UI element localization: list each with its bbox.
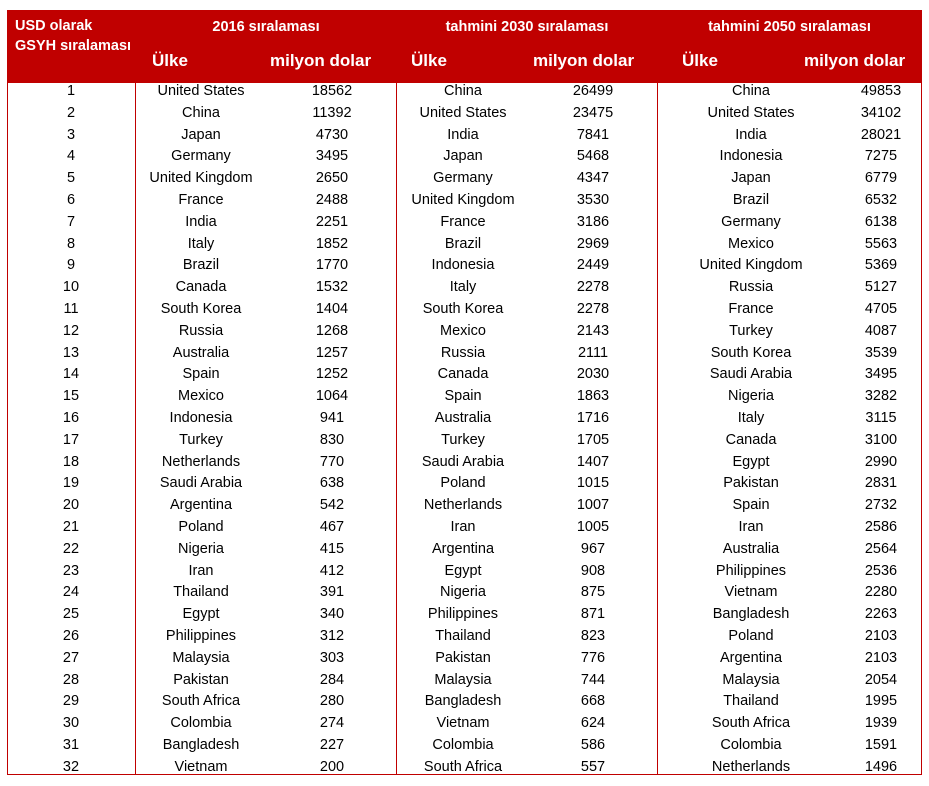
header-group-2030 [397, 11, 657, 83]
value-cell-2016: 2650 [315, 170, 349, 187]
value-cell-2050: 2586 [864, 519, 898, 535]
value-header-2030: milyon dolar [533, 51, 635, 70]
rank-cell: 12 [62, 322, 80, 339]
value-cell-2050: 5127 [864, 279, 898, 296]
rank-cell: 16 [62, 410, 80, 426]
country-cell-2050: Iran [738, 519, 764, 535]
value-cell-2030: 668 [580, 693, 606, 710]
country-cell-2016: Turkey [179, 431, 223, 448]
value-cell-2016: 391 [319, 584, 345, 601]
value-cell-2030: 776 [580, 649, 606, 666]
country-cell-2030: Indonesia [431, 257, 495, 274]
value-cell-2030: 557 [580, 758, 606, 775]
value-cell-2030: 967 [580, 540, 606, 557]
value-cell-2030: 823 [580, 628, 606, 644]
country-cell-2030: France [440, 213, 486, 230]
value-cell-2030: 2143 [576, 322, 610, 339]
rank-cell: 4 [66, 148, 76, 165]
value-cell-2050: 2536 [864, 562, 898, 579]
column-divider [657, 11, 658, 774]
rank-cell: 17 [62, 431, 80, 448]
country-header-2030: Ülke [411, 51, 447, 70]
value-cell-2030: 1863 [576, 388, 610, 405]
country-cell-2050: Russia [728, 279, 774, 296]
value-cell-2050: 6532 [864, 192, 898, 208]
country-cell-2016: South Africa [161, 693, 241, 710]
rank-cell: 19 [62, 475, 80, 492]
value-cell-2016: 200 [319, 758, 345, 775]
value-cell-2016: 2488 [315, 192, 349, 208]
rank-cell: 15 [62, 388, 80, 405]
country-cell-2030: Malaysia [434, 671, 492, 688]
value-cell-2050: 2263 [864, 606, 898, 623]
value-cell-2016: 1268 [315, 322, 349, 339]
value-cell-2030: 2969 [576, 235, 610, 252]
value-cell-2050: 7275 [864, 148, 898, 165]
value-cell-2050: 1995 [864, 693, 898, 710]
country-cell-2030: Japan [443, 148, 483, 165]
gdp-ranking-table [7, 10, 922, 775]
value-cell-2050: 2990 [864, 453, 898, 470]
country-cell-2016: Egypt [182, 606, 220, 623]
value-cell-2030: 1705 [576, 431, 610, 448]
country-cell-2030: India [447, 126, 479, 143]
country-cell-2016: Canada [175, 279, 227, 296]
country-cell-2030: United States [419, 104, 507, 121]
country-cell-2050: United Kingdom [699, 257, 803, 274]
rank-cell: 6 [66, 192, 76, 208]
country-cell-2016: South Korea [160, 301, 242, 317]
value-cell-2050: 28021 [860, 126, 902, 143]
rank-cell: 14 [62, 366, 80, 383]
country-cell-2050: Australia [722, 540, 780, 557]
country-cell-2030: Iran [450, 519, 476, 535]
value-cell-2016: 1852 [315, 235, 349, 252]
rank-column-header: USD olarak GSYH sıralaması [15, 18, 132, 54]
value-cell-2050: 3495 [864, 366, 898, 383]
value-cell-2030: 3530 [576, 192, 610, 208]
country-cell-2050: Vietnam [724, 584, 778, 601]
country-cell-2050: South Korea [710, 344, 792, 361]
country-cell-2050: Colombia [720, 737, 782, 753]
value-cell-2030: 2449 [576, 257, 610, 274]
value-cell-2030: 908 [580, 562, 606, 579]
country-cell-2030: Saudi Arabia [421, 453, 505, 470]
value-cell-2016: 830 [319, 431, 345, 448]
country-cell-2050: Netherlands [711, 758, 791, 775]
country-cell-2030: China [444, 83, 482, 99]
value-cell-2030: 4347 [576, 170, 610, 187]
country-cell-2016: Russia [178, 322, 224, 339]
value-cell-2030: 1015 [576, 475, 610, 492]
value-cell-2050: 4705 [864, 301, 898, 317]
rank-cell: 22 [62, 540, 80, 557]
country-cell-2016: France [178, 192, 224, 208]
value-cell-2050: 1591 [864, 737, 898, 753]
country-cell-2030: South Africa [423, 758, 503, 775]
value-cell-2050: 5563 [864, 235, 898, 252]
value-cell-2030: 7841 [576, 126, 610, 143]
value-cell-2016: 340 [319, 606, 345, 623]
value-cell-2050: 2103 [864, 649, 898, 666]
country-cell-2030: South Korea [422, 301, 504, 317]
country-cell-2030: United Kingdom [411, 192, 515, 208]
value-cell-2050: 3282 [864, 388, 898, 405]
value-cell-2030: 1005 [576, 519, 610, 535]
value-cell-2030: 586 [580, 737, 606, 753]
value-cell-2030: 624 [580, 715, 606, 732]
country-cell-2030: Netherlands [423, 497, 503, 514]
country-cell-2016: Germany [171, 148, 231, 165]
rank-cell: 23 [62, 562, 80, 579]
value-cell-2016: 941 [319, 410, 345, 426]
rank-cell: 32 [62, 758, 80, 775]
country-cell-2050: India [735, 126, 767, 143]
value-cell-2016: 1770 [315, 257, 349, 274]
country-cell-2016: Spain [182, 366, 220, 383]
country-cell-2016: Thailand [173, 584, 229, 601]
value-cell-2030: 3186 [576, 213, 610, 230]
country-cell-2030: Germany [433, 170, 493, 187]
value-cell-2030: 2030 [576, 366, 610, 383]
value-cell-2016: 1404 [315, 301, 349, 317]
country-cell-2016: Brazil [182, 257, 220, 274]
value-cell-2030: 23475 [572, 104, 614, 121]
value-cell-2050: 2103 [864, 628, 898, 644]
header-rank-cell [8, 11, 135, 83]
country-cell-2016: Saudi Arabia [159, 475, 243, 492]
country-cell-2030: Poland [440, 475, 486, 492]
value-cell-2016: 467 [319, 519, 345, 535]
country-cell-2016: Iran [188, 562, 214, 579]
rank-cell: 26 [62, 628, 80, 644]
country-cell-2030: Vietnam [436, 715, 490, 732]
country-cell-2050: South Africa [711, 715, 791, 732]
country-cell-2030: Thailand [435, 628, 491, 644]
country-cell-2050: Egypt [732, 453, 770, 470]
rank-cell: 21 [62, 519, 80, 535]
country-cell-2050: Brazil [732, 192, 770, 208]
value-cell-2016: 1064 [315, 388, 349, 405]
country-cell-2030: Turkey [441, 431, 485, 448]
value-cell-2050: 2564 [864, 540, 898, 557]
group-title-2030: tahmini 2030 sıralaması [445, 19, 609, 35]
value-cell-2050: 2732 [864, 497, 898, 514]
rank-cell: 31 [62, 737, 80, 753]
rank-cell: 1 [66, 83, 76, 99]
value-cell-2016: 415 [319, 540, 345, 557]
country-cell-2030: Nigeria [440, 584, 486, 601]
country-cell-2016: United Kingdom [149, 170, 253, 187]
country-cell-2030: Italy [449, 279, 477, 296]
value-header-2016: milyon dolar [270, 51, 372, 70]
country-cell-2016: Argentina [169, 497, 233, 514]
country-cell-2016: Italy [187, 235, 215, 252]
country-cell-2050: Canada [725, 431, 777, 448]
value-cell-2016: 312 [319, 628, 345, 644]
country-cell-2050: Poland [728, 628, 774, 644]
country-cell-2050: Turkey [729, 322, 773, 339]
rank-cell: 28 [62, 671, 80, 688]
country-cell-2050: Indonesia [719, 148, 783, 165]
country-cell-2016: Nigeria [178, 540, 224, 557]
group-title-2050: tahmini 2050 sıralaması [708, 19, 871, 35]
rank-cell: 27 [62, 649, 80, 666]
value-cell-2016: 274 [319, 715, 345, 732]
country-cell-2016: Bangladesh [162, 737, 240, 753]
country-cell-2050: China [732, 83, 770, 99]
country-header-2016: Ülke [152, 51, 188, 70]
rank-cell: 20 [62, 497, 80, 514]
value-cell-2016: 280 [319, 693, 345, 710]
rank-cell: 11 [63, 301, 79, 317]
country-header-2050: Ülke [682, 51, 718, 70]
value-cell-2016: 1252 [315, 366, 349, 383]
country-cell-2016: Vietnam [174, 758, 228, 775]
country-cell-2030: Colombia [432, 737, 494, 753]
country-cell-2016: Philippines [165, 628, 237, 644]
value-cell-2030: 26499 [572, 83, 614, 99]
value-cell-2050: 6138 [864, 213, 898, 230]
value-cell-2016: 1257 [315, 344, 349, 361]
value-cell-2050: 3539 [864, 344, 898, 361]
value-cell-2050: 3100 [864, 431, 898, 448]
country-cell-2016: Poland [178, 519, 224, 535]
country-cell-2050: Bangladesh [712, 606, 790, 623]
rank-cell: 29 [62, 693, 80, 710]
country-cell-2050: Spain [732, 497, 770, 514]
country-cell-2016: China [182, 104, 220, 121]
value-cell-2050: 4087 [864, 322, 898, 339]
country-cell-2050: Saudi Arabia [709, 366, 793, 383]
rank-cell: 3 [66, 126, 76, 143]
value-cell-2016: 303 [319, 649, 345, 666]
country-cell-2030: Pakistan [435, 649, 491, 666]
value-cell-2050: 1496 [864, 758, 898, 775]
value-cell-2030: 871 [580, 606, 606, 623]
value-cell-2016: 4730 [315, 126, 349, 143]
value-cell-2016: 770 [319, 453, 345, 470]
value-cell-2050: 3115 [865, 410, 897, 426]
rank-cell: 30 [62, 715, 80, 732]
value-cell-2016: 1532 [315, 279, 349, 296]
value-cell-2050: 1939 [864, 715, 898, 732]
value-cell-2016: 11392 [312, 104, 352, 121]
rank-cell: 25 [62, 606, 80, 623]
value-cell-2050: 34102 [860, 104, 902, 121]
country-cell-2050: Mexico [728, 235, 774, 252]
rank-cell: 2 [66, 104, 76, 121]
country-cell-2016: United States [157, 83, 245, 99]
country-cell-2016: India [185, 213, 217, 230]
value-cell-2016: 2251 [315, 213, 349, 230]
country-cell-2050: Philippines [715, 562, 787, 579]
country-cell-2030: Russia [440, 344, 486, 361]
value-cell-2030: 744 [580, 671, 606, 688]
value-cell-2030: 2278 [576, 301, 610, 317]
value-cell-2016: 3495 [315, 148, 349, 165]
value-cell-2030: 1007 [576, 497, 610, 514]
country-cell-2050: Germany [721, 213, 781, 230]
country-cell-2030: Egypt [444, 562, 482, 579]
country-cell-2050: Malaysia [722, 671, 780, 688]
rank-cell: 7 [66, 213, 76, 230]
value-cell-2016: 542 [319, 497, 345, 514]
country-cell-2050: United States [707, 104, 795, 121]
country-cell-2030: Australia [434, 410, 492, 426]
country-cell-2030: Canada [437, 366, 489, 383]
value-cell-2050: 5369 [864, 257, 898, 274]
country-cell-2030: Brazil [444, 235, 482, 252]
country-cell-2050: France [728, 301, 774, 317]
value-header-2050: milyon dolar [804, 51, 906, 70]
country-cell-2016: Indonesia [169, 410, 233, 426]
country-cell-2050: Italy [737, 410, 765, 426]
country-cell-2050: Pakistan [723, 475, 779, 492]
country-cell-2050: Nigeria [728, 388, 774, 405]
country-cell-2016: Australia [172, 344, 230, 361]
header-group-2016 [136, 11, 396, 83]
value-cell-2030: 2111 [577, 344, 609, 361]
country-cell-2016: Colombia [170, 715, 232, 732]
country-cell-2016: Pakistan [173, 671, 229, 688]
value-cell-2030: 5468 [576, 148, 610, 165]
rank-cell: 13 [62, 344, 80, 361]
value-cell-2050: 2831 [864, 475, 898, 492]
value-cell-2050: 6779 [864, 170, 898, 187]
header-group-2050 [658, 11, 921, 83]
country-cell-2030: Bangladesh [424, 693, 502, 710]
country-cell-2050: Thailand [723, 693, 779, 710]
country-cell-2030: Spain [444, 388, 482, 405]
country-cell-2016: Malaysia [172, 649, 230, 666]
value-cell-2016: 412 [319, 562, 345, 579]
country-cell-2050: Argentina [719, 649, 783, 666]
country-cell-2030: Mexico [440, 322, 486, 339]
value-cell-2030: 875 [580, 584, 606, 601]
value-cell-2016: 227 [319, 737, 345, 753]
value-cell-2050: 2280 [864, 584, 898, 601]
value-cell-2030: 1407 [576, 453, 610, 470]
value-cell-2016: 638 [319, 475, 345, 492]
rank-cell: 9 [66, 257, 76, 274]
country-cell-2050: Japan [731, 170, 771, 187]
rank-cell: 18 [62, 453, 80, 470]
value-cell-2016: 18562 [311, 83, 353, 99]
value-cell-2050: 2054 [864, 671, 898, 688]
group-title-2016: 2016 sıralaması [212, 19, 320, 35]
value-cell-2016: 284 [319, 671, 345, 688]
rank-cell: 5 [66, 170, 76, 187]
country-cell-2016: Mexico [178, 388, 224, 405]
country-cell-2016: Netherlands [161, 453, 241, 470]
country-cell-2016: Japan [181, 126, 221, 143]
country-cell-2030: Philippines [427, 606, 499, 623]
country-cell-2030: Argentina [431, 540, 495, 557]
rank-cell: 24 [62, 584, 80, 601]
value-cell-2050: 49853 [860, 83, 902, 99]
value-cell-2030: 2278 [576, 279, 610, 296]
value-cell-2030: 1716 [576, 410, 610, 426]
rank-cell: 10 [62, 279, 80, 296]
rank-cell: 8 [66, 235, 76, 252]
